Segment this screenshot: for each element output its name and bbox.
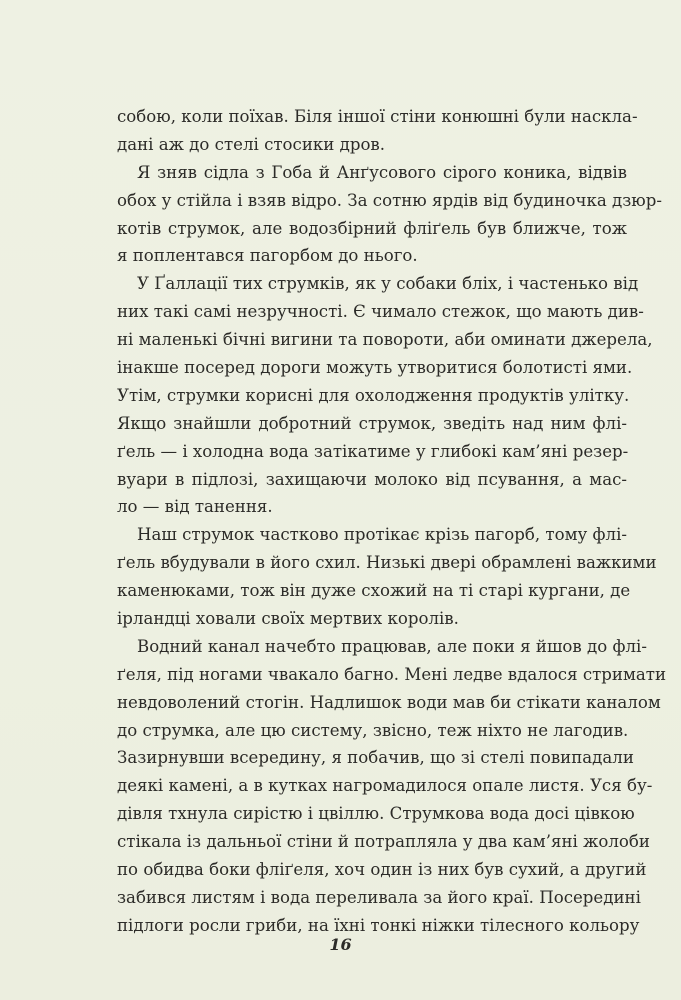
text-line: Водний канал начебто працював, але поки я йшов до флі- (137, 636, 647, 656)
text-line: котів струмок, але водозбірний фліґель був ближче, тож (117, 218, 627, 238)
text-line: підлоги росли гриби, на їхні тонкі ніжки тілесного кольору (117, 915, 640, 935)
text-line: інакше посеред дороги можуть утворитися болотисті ями. (117, 358, 633, 378)
text-line: по обидва боки фліґеля, хоч один із них був сухий, а другий (117, 860, 647, 880)
text-line: Якщо знайшли добротний струмок, зведіть над ним флі- (117, 413, 627, 433)
text-line: ґель вбудували в його схил. Низькі двері обрамлені важкими (117, 553, 657, 573)
text-line: Зазирнувши всередину, я побачив, що зі стелі повипадали (117, 748, 634, 768)
text-line: ло — від танення. (117, 497, 273, 517)
text-line: ірландці ховали своїх мертвих королів. (117, 609, 459, 629)
text-line: невдоволений стогін. Надлишок води мав би стікати каналом (117, 692, 661, 712)
text-line: собою, коли поїхав. Біля іншої стіни конюшні були наскла- (117, 107, 638, 126)
text-line: ґеля, під ногами чвакало багно. Мені ледве вдалося стримати (117, 664, 667, 684)
text-line: Утім, струмки корисні для охолодження продуктів улітку. (117, 385, 630, 405)
text-line: ні маленькі бічні вигини та повороти, аби оминати джерела, (117, 330, 653, 350)
text-line: вуари в підлозі, захищаючи молоко від псування, а мас- (117, 469, 627, 489)
text-line: У Ґаллації тих струмків, як у собаки бліх, і частенько від (137, 274, 639, 294)
text-line: Я зняв сідла з Гоба й Анґусового сірого коника, відвів (137, 162, 627, 182)
text-line: ґель — і холодна вода затікатиме у глибокі кам’яні резер- (117, 441, 629, 461)
text-line: дані аж до стелі стосики дров. (117, 134, 386, 154)
text-line: дівля тхнула сирістю і цвіллю. Струмкова вода досі цівкою (117, 804, 635, 824)
text-line: каменюками, тож він дуже схожий на ті старі кургани, де (117, 581, 631, 601)
text-line: до струмка, але цю систему, звісно, теж ніхто не лагодив. (117, 720, 629, 740)
text-line: обох у стійла і взяв відро. За сотню ярдів від будиночка дзюр- (117, 190, 662, 210)
text-line: забився листям і вода переливала за його краї. Посередині (117, 887, 641, 907)
text-line: Наш струмок частково протікає крізь пагорб, тому флі- (137, 525, 627, 545)
text-line: я поплентався пагорбом до нього. (117, 246, 418, 266)
page-number: 16 (329, 935, 352, 954)
text-line: деякі камені, а в кутках нагромадилося опале листя. Уся бу- (117, 776, 653, 796)
body-text (117, 103, 667, 940)
text-line: стікала із дальньої стіни й потрапляла у два кам’яні жолоби (117, 832, 650, 852)
text-line: них такі самі незручності. Є чимало стежок, що мають див- (117, 302, 644, 322)
